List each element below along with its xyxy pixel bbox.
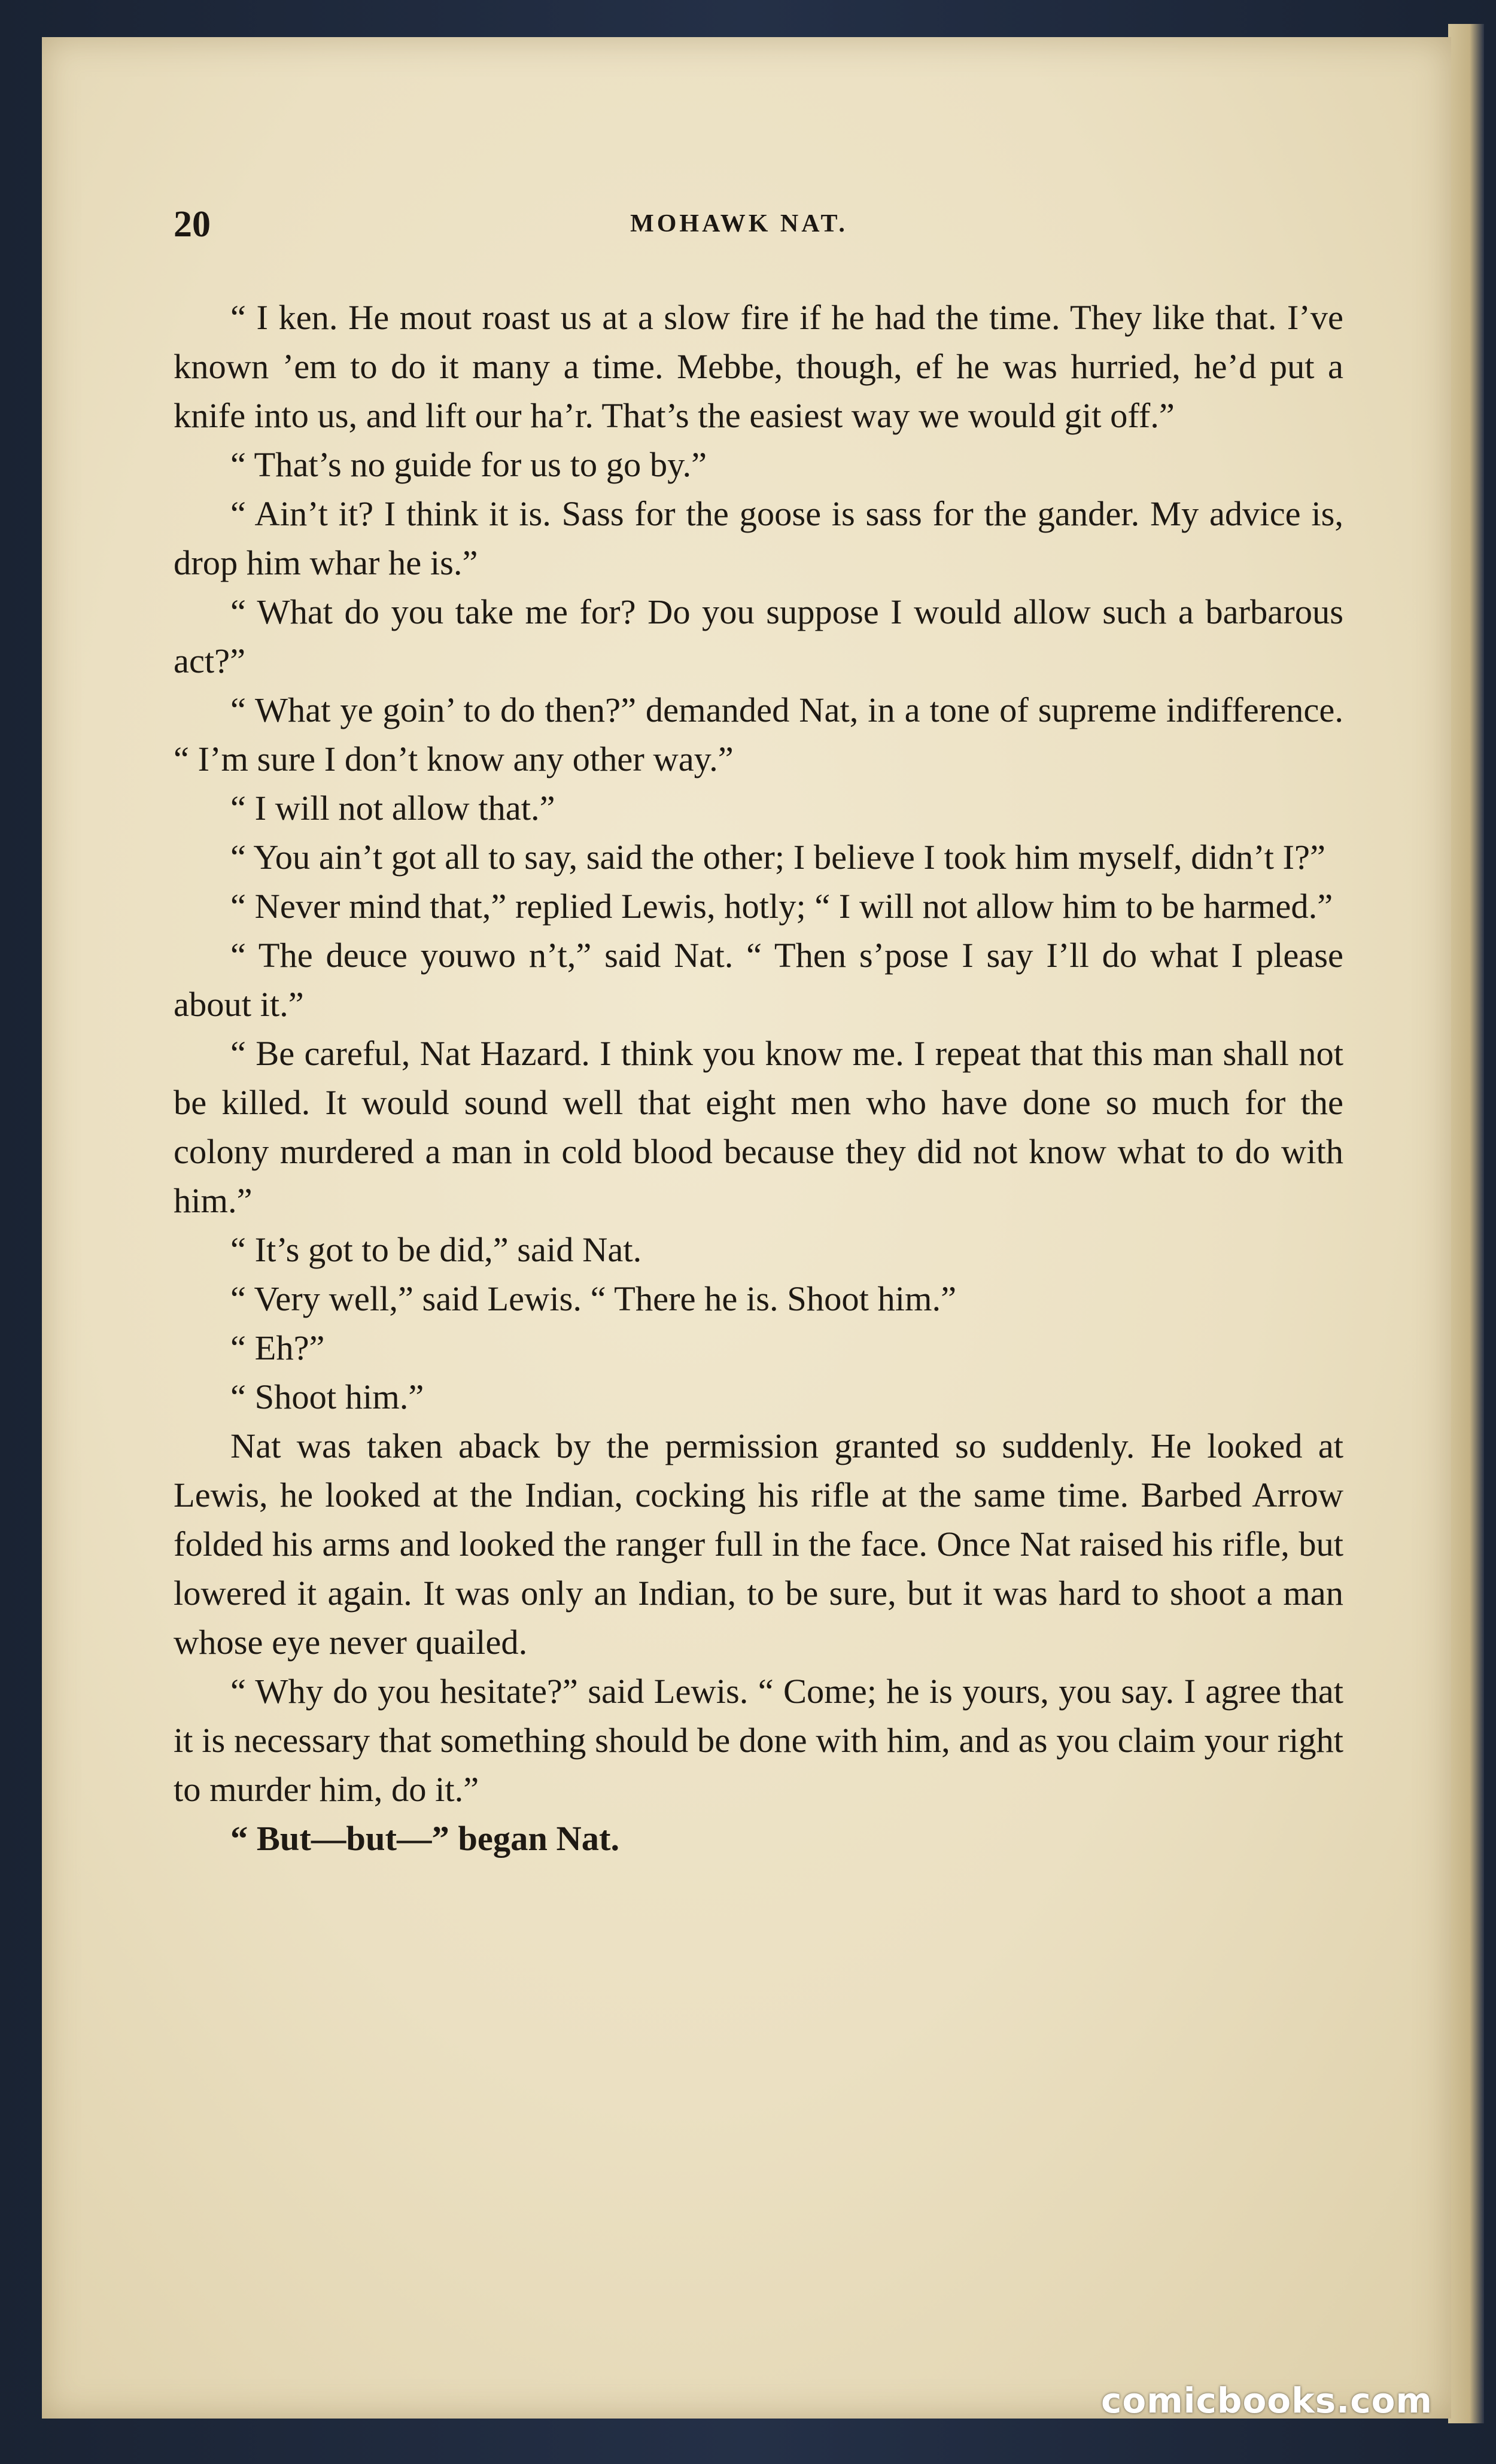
paragraph: “ What ye goin’ to do then?” demanded Nat, in a tone of supreme indifference. “ I’m sure I don’t know any other way.”: [174, 690, 1343, 778]
paragraph: Nat was taken aback by the permission granted so suddenly. He looked at Lewis, he looked at the Indian, cocking his rifle at the same time. Barbed Arrow folded his arms and looked the ranger full in the face. Once Nat raised his rifle, but lowered it again. It was only an Indian, to be sure, but it was hard to shoot a man whose eye never quailed.: [174, 1426, 1343, 1662]
paragraph: “ Why do you hesitate?” said Lewis. “ Come; he is yours, you say. I agree that it is necessary that something should be done with him, and as you claim your right to murder him, do it.”: [174, 1672, 1343, 1809]
paragraph: “ Be careful, Nat Hazard. I think you know me. I repeat that this man shall not be killed. It would sound well that eight men who have done so much for the colony murdered a man in cold blood because they did not know what to do with him.”: [174, 1034, 1343, 1220]
page-header: [129, 203, 1349, 251]
body-text: [174, 293, 1343, 1863]
watermark-text: comicbooks.com: [1101, 2380, 1433, 2421]
paragraph: “ Eh?”: [230, 1328, 325, 1367]
paragraph: “ I will not allow that.”: [230, 789, 555, 828]
running-head: MOHAWK NAT.: [630, 210, 848, 238]
paragraph: “ Shoot him.”: [230, 1377, 424, 1416]
paragraph: “ That’s no guide for us to go by.”: [230, 445, 707, 484]
paragraph: “ Ain’t it? I think it is. Sass for the goose is sass for the gander. My advice is, drop him whar he is.”: [174, 494, 1343, 582]
paragraph: “ Never mind that,” replied Lewis, hotly; “ I will not allow him to be harmed.”: [230, 887, 1333, 926]
paragraph: “ What do you take me for? Do you suppose I would allow such a barbarous act?”: [174, 592, 1343, 680]
paragraph: “ You ain’t got all to say, said the other; I believe I took him myself, didn’t I?”: [230, 838, 1325, 877]
paragraph: “ Very well,” said Lewis. “ There he is. Shoot him.”: [230, 1279, 957, 1318]
paragraph: “ The deuce youwo n’t,” said Nat. “ Then s’pose I say I’ll do what I please about it.”: [174, 936, 1343, 1024]
paragraph: “ I ken. He mout roast us at a slow fire if he had the time. They like that. I’ve known ’em to do it many a time. Mebbe, though, ef he was hurried, he’d put a knife into us, and lift our ha’r. That’s the easiest way we would git off.”: [174, 298, 1343, 435]
page-edge: [1448, 24, 1484, 2423]
paragraph: “ It’s got to be did,” said Nat.: [230, 1230, 642, 1269]
paragraph: “ But—but—” began Nat.: [230, 1819, 620, 1858]
page-number: 20: [174, 204, 211, 245]
